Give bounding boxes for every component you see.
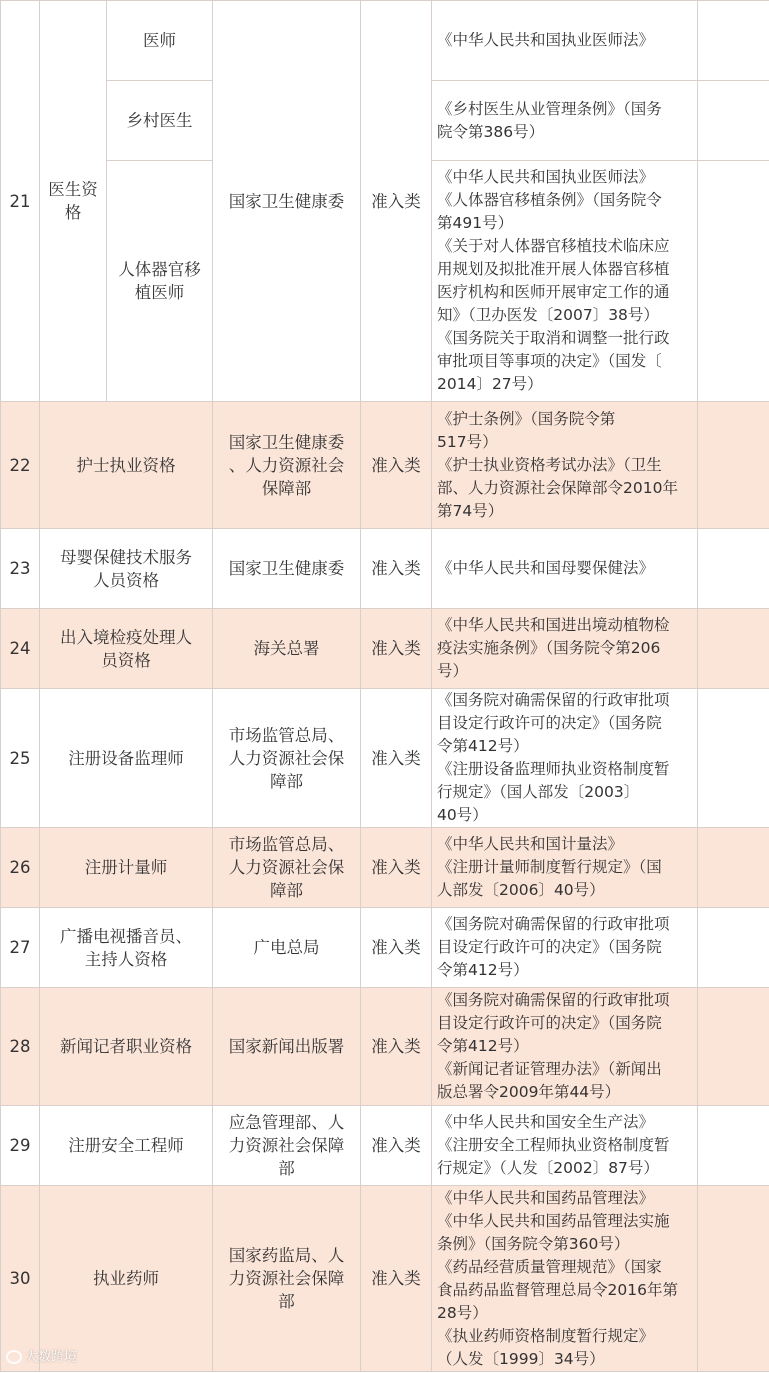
table-row [1,609,769,689]
agency-cell: 国家卫生健康委 [213,1,361,402]
agency-cell: 海关总署 [213,609,361,689]
qualification-name: 注册设备监理师 [40,689,213,828]
row-number: 22 [1,402,40,529]
law-basis-cell: 《中华人民共和国安全生产法》 《注册安全工程师执业资格制度暂 行规定》（人发〔2002〕87号） [432,1106,698,1186]
qualification-name: 注册安全工程师 [40,1106,213,1186]
watermark [6,1346,77,1365]
table-row [1,908,769,988]
row-number: 23 [1,529,40,609]
remarks-cell [698,161,769,402]
qualification-name: 新闻记者职业资格 [40,988,213,1106]
table-row [1,1106,769,1186]
table-row [1,529,769,609]
remarks-cell [698,988,769,1106]
remarks-cell [698,908,769,988]
sub-qualification: 医师 [107,1,213,81]
law-basis-cell: 《中华人民共和国执业医师法》 《人体器官移植条例》（国务院令 第491号） 《关于对人体器官移植技术临床应 用规划及拟批准开展人体器官移植 医疗机构和医师开展审定工作的通 知》（卫办医发〔2007〕38号） 《国务院关于取消和调整一批行政 审批项目等事项的决定》（国发〔 2014〕27号） [432,161,698,402]
category-cell: 准入类 [361,689,432,828]
category-cell: 准入类 [361,402,432,529]
category-cell: 准入类 [361,1106,432,1186]
qualification-name: 广播电视播音员、 主持人资格 [40,908,213,988]
remarks-cell [698,81,769,161]
watermark-text: 大数跨境 [25,1350,78,1365]
row-number: 29 [1,1106,40,1186]
row-number: 30 [1,1186,40,1372]
row-number: 24 [1,609,40,689]
row-number: 28 [1,988,40,1106]
row-number: 27 [1,908,40,988]
sub-qualification: 乡村医生 [107,81,213,161]
row-number: 21 [1,1,40,402]
remarks-cell [698,1186,769,1372]
law-basis-cell: 《中华人民共和国计量法》 《注册计量师制度暂行规定》（国 人部发〔2006〕40号） [432,828,698,908]
law-basis-cell: 《国务院对确需保留的行政审批项 目设定行政许可的决定》（国务院 令第412号） [432,908,698,988]
table-row [1,1,769,81]
agency-cell: 国家卫生健康委 、人力资源社会 保障部 [213,402,361,529]
agency-cell: 广电总局 [213,908,361,988]
remarks-cell [698,689,769,828]
law-basis-cell: 《护士条例》（国务院令第 517号） 《护士执业资格考试办法》（卫生 部、人力资源社会保障部令2010年 第74号） [432,402,698,529]
law-basis-cell: 《乡村医生从业管理条例》（国务 院令第386号） [432,81,698,161]
category-cell: 准入类 [361,908,432,988]
category-cell: 准入类 [361,828,432,908]
table-row [1,828,769,908]
agency-cell: 应急管理部、人 力资源社会保障 部 [213,1106,361,1186]
agency-cell: 市场监管总局、 人力资源社会保 障部 [213,689,361,828]
category-cell: 准入类 [361,1,432,402]
category-cell: 准入类 [361,529,432,609]
agency-cell: 国家卫生健康委 [213,529,361,609]
remarks-cell [698,1,769,81]
remarks-cell [698,1106,769,1186]
table-row [1,402,769,529]
qualification-name: 注册计量师 [40,828,213,908]
qualification-name: 母婴保健技术服务 人员资格 [40,529,213,609]
agency-cell: 国家新闻出版署 [213,988,361,1106]
watermark-logo-icon [6,1350,22,1364]
qualification-name: 护士执业资格 [40,402,213,529]
row-number: 25 [1,689,40,828]
law-basis-cell: 《中华人民共和国执业医师法》 [432,1,698,81]
qualification-name: 出入境检疫处理人 员资格 [40,609,213,689]
table-row [1,988,769,1106]
table-row [1,689,769,828]
category-cell: 准入类 [361,609,432,689]
law-basis-cell: 《中华人民共和国药品管理法》 《中华人民共和国药品管理法实施 条例》（国务院令第360号） 《药品经营质量管理规范》（国家 食品药品监督管理总局令2016年第 28号） 《执业药师资格制度暂行规定》 （人发〔1999〕34号） [432,1186,698,1372]
category-cell: 准入类 [361,988,432,1106]
sub-qualification: 人体器官移 植医师 [107,161,213,402]
row-number: 26 [1,828,40,908]
law-basis-cell: 《中华人民共和国进出境动植物检 疫法实施条例》（国务院令第206 号） [432,609,698,689]
qualification-name: 执业药师 [40,1186,213,1372]
remarks-cell [698,402,769,529]
agency-cell: 市场监管总局、 人力资源社会保 障部 [213,828,361,908]
law-basis-cell: 《国务院对确需保留的行政审批项 目设定行政许可的决定》（国务院 令第412号） 《新闻记者证管理办法》（新闻出 版总署令2009年第44号） [432,988,698,1106]
law-basis-cell: 《中华人民共和国母婴保健法》 [432,529,698,609]
law-basis-cell: 《国务院对确需保留的行政审批项 目设定行政许可的决定》（国务院 令第412号） 《注册设备监理师执业资格制度暂 行规定》（国人部发〔2003〕 40号） [432,689,698,828]
agency-cell: 国家药监局、人 力资源社会保障 部 [213,1186,361,1372]
qualification-name: 医生资 格 [40,1,107,402]
remarks-cell [698,529,769,609]
remarks-cell [698,609,769,689]
remarks-cell [698,828,769,908]
category-cell: 准入类 [361,1186,432,1372]
table-row [1,1186,769,1372]
